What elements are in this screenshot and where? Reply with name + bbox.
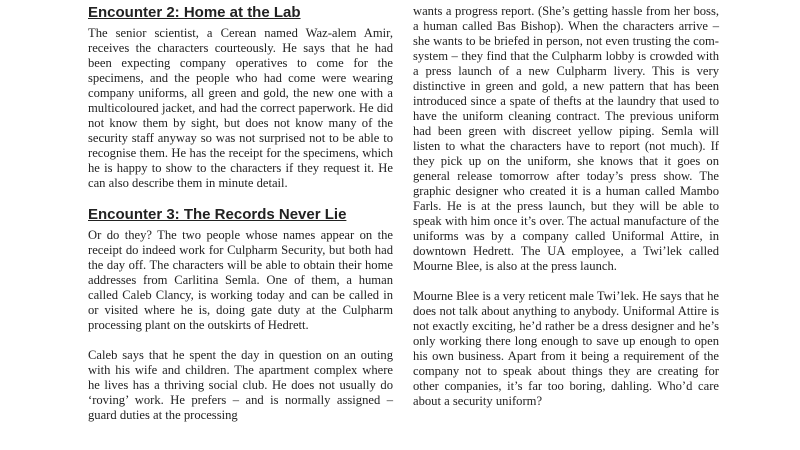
body-paragraph: The senior scientist, a Cerean named Waz-alem Amir, receives the characters courteously. He says that he had been expecting company operatives to come for the specimens, and the people who had come were wearing company uniforms, all green and gold, the new one with a multicoloured jacket, and had the correct paperwork. He did not know them by sight, but does not know many of the security staff anyway so was not surprised not to be able to recognise them. He has the receipt for the specimens, which he is happy to show to the characters if they request it. He can also describe them in minute detail. [88, 26, 393, 190]
body-paragraph: wants a progress report. (She’s getting hassle from her boss, a human called Bas Bishop). When the characters arrive – she wants to be briefed in person, not even trusting the com-system – they find that the Culpharm lobby is crowded with a press launch of a new Culpharm livery. This is very distinctive in green and gold, a new pattern that has been introduced since a spate of thefts at the laundry that used to have the uniform cleaning contract. The previous uniform had been green with discreet yellow piping. Semla will listen to what the characters have to report (not much). If they pick up on the uniform, she knows that it goes on general release tomorrow after today’s press show. The graphic designer who created it is a human called Mambo Farls. He is at the press launch, but they will be able to speak with him once it’s over. The actual manufacture of the uniforms was by a company called Uniformal Attire, in downtown Hedrett. The UA employee, a Twi’lek called Mourne Blee, is also at the press launch. [413, 4, 719, 273]
encounter-heading: Encounter 2: Home at the Lab [88, 4, 301, 21]
encounter-heading: Encounter 3: The Records Never Lie [88, 206, 347, 223]
body-paragraph: Or do they? The two people whose names appear on the receipt do indeed work for Culpharm Security, but both had the day off. The characters will be able to obtain their home addresses from Carlitina Semla. One of them, a human called Caleb Clancy, is working today and can be called in or visited where he is, doing gate duty at the Culpharm processing plant on the outskirts of Hedrett. [88, 228, 393, 332]
text-column-left [88, 4, 393, 423]
text-column-right [413, 4, 719, 409]
body-paragraph: Caleb says that he spent the day in question on an outing with his wife and children. The apartment complex where he lives has a thriving social club. He does not usually do ‘roving’ work. He prefers – and is normally assigned – guard duties at the processing [88, 348, 393, 422]
body-paragraph: Mourne Blee is a very reticent male Twi’lek. He says that he does not talk about anything to anybody. Uniformal Attire is not exactly exciting, he’d rather be a dress designer and he’s only working there long enough to save up enough to open his own business. Apart from it being a requirement of the company not to speak about things they are creating for other companies, it’s far too boring, dahling. Who’d care about a security uniform? [413, 289, 719, 408]
